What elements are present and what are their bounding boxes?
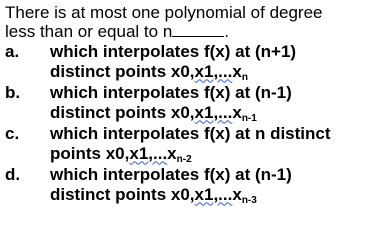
spellcheck-underlined-text: x1,... <box>194 184 233 204</box>
option-line-2-prefix: distinct points x0, <box>50 102 195 122</box>
option-letter: d. <box>5 165 21 184</box>
spellcheck-underlined-text: x1,... <box>129 143 168 163</box>
option-subscript: n-2 <box>176 153 192 165</box>
question-stem <box>5 3 381 41</box>
option-subscript: n-1 <box>241 112 257 124</box>
option-line-2-prefix: distinct points x0, <box>50 61 195 81</box>
option-line-1: which interpolates f(x) at (n-1) <box>50 83 292 102</box>
answer-blank <box>172 23 224 37</box>
option-letter: b. <box>5 83 21 102</box>
option-letter: a. <box>5 42 20 61</box>
option-line-1: which interpolates f(x) at (n-1) <box>50 165 292 184</box>
option-variable: x <box>167 143 177 163</box>
option-line-2 <box>50 103 381 123</box>
option-subscript: n-3 <box>241 194 257 206</box>
option-line-1: which interpolates f(x) at n distinct <box>50 124 331 143</box>
option-variable: x <box>232 102 242 122</box>
option-letter: c. <box>5 124 20 143</box>
option-d[interactable] <box>5 165 381 204</box>
options-list <box>5 42 381 204</box>
option-text <box>50 83 381 122</box>
option-text <box>50 165 381 204</box>
option-text <box>50 124 381 163</box>
option-c[interactable] <box>5 124 381 163</box>
stem-line-2-text: less than or equal to n <box>5 22 173 41</box>
option-line-2 <box>50 144 381 164</box>
question-block <box>5 3 381 206</box>
stem-period: . <box>224 22 230 41</box>
option-line-1: which interpolates f(x) at (n+1) <box>50 42 297 61</box>
option-text <box>50 42 381 81</box>
stem-line-1: There is at most one polynomial of degree <box>5 3 323 22</box>
option-variable: x <box>232 61 242 81</box>
option-variable: x <box>232 184 242 204</box>
option-line-2-prefix: points x0, <box>50 143 130 163</box>
option-a[interactable] <box>5 42 381 81</box>
option-b[interactable] <box>5 83 381 122</box>
stem-line-2 <box>5 22 381 41</box>
option-line-2 <box>50 62 381 82</box>
option-line-2 <box>50 185 381 205</box>
option-subscript: n <box>241 71 248 83</box>
option-line-2-prefix: distinct points x0, <box>50 184 195 204</box>
spellcheck-underlined-text: x1,... <box>194 61 233 81</box>
spellcheck-underlined-text: x1,... <box>194 102 233 122</box>
